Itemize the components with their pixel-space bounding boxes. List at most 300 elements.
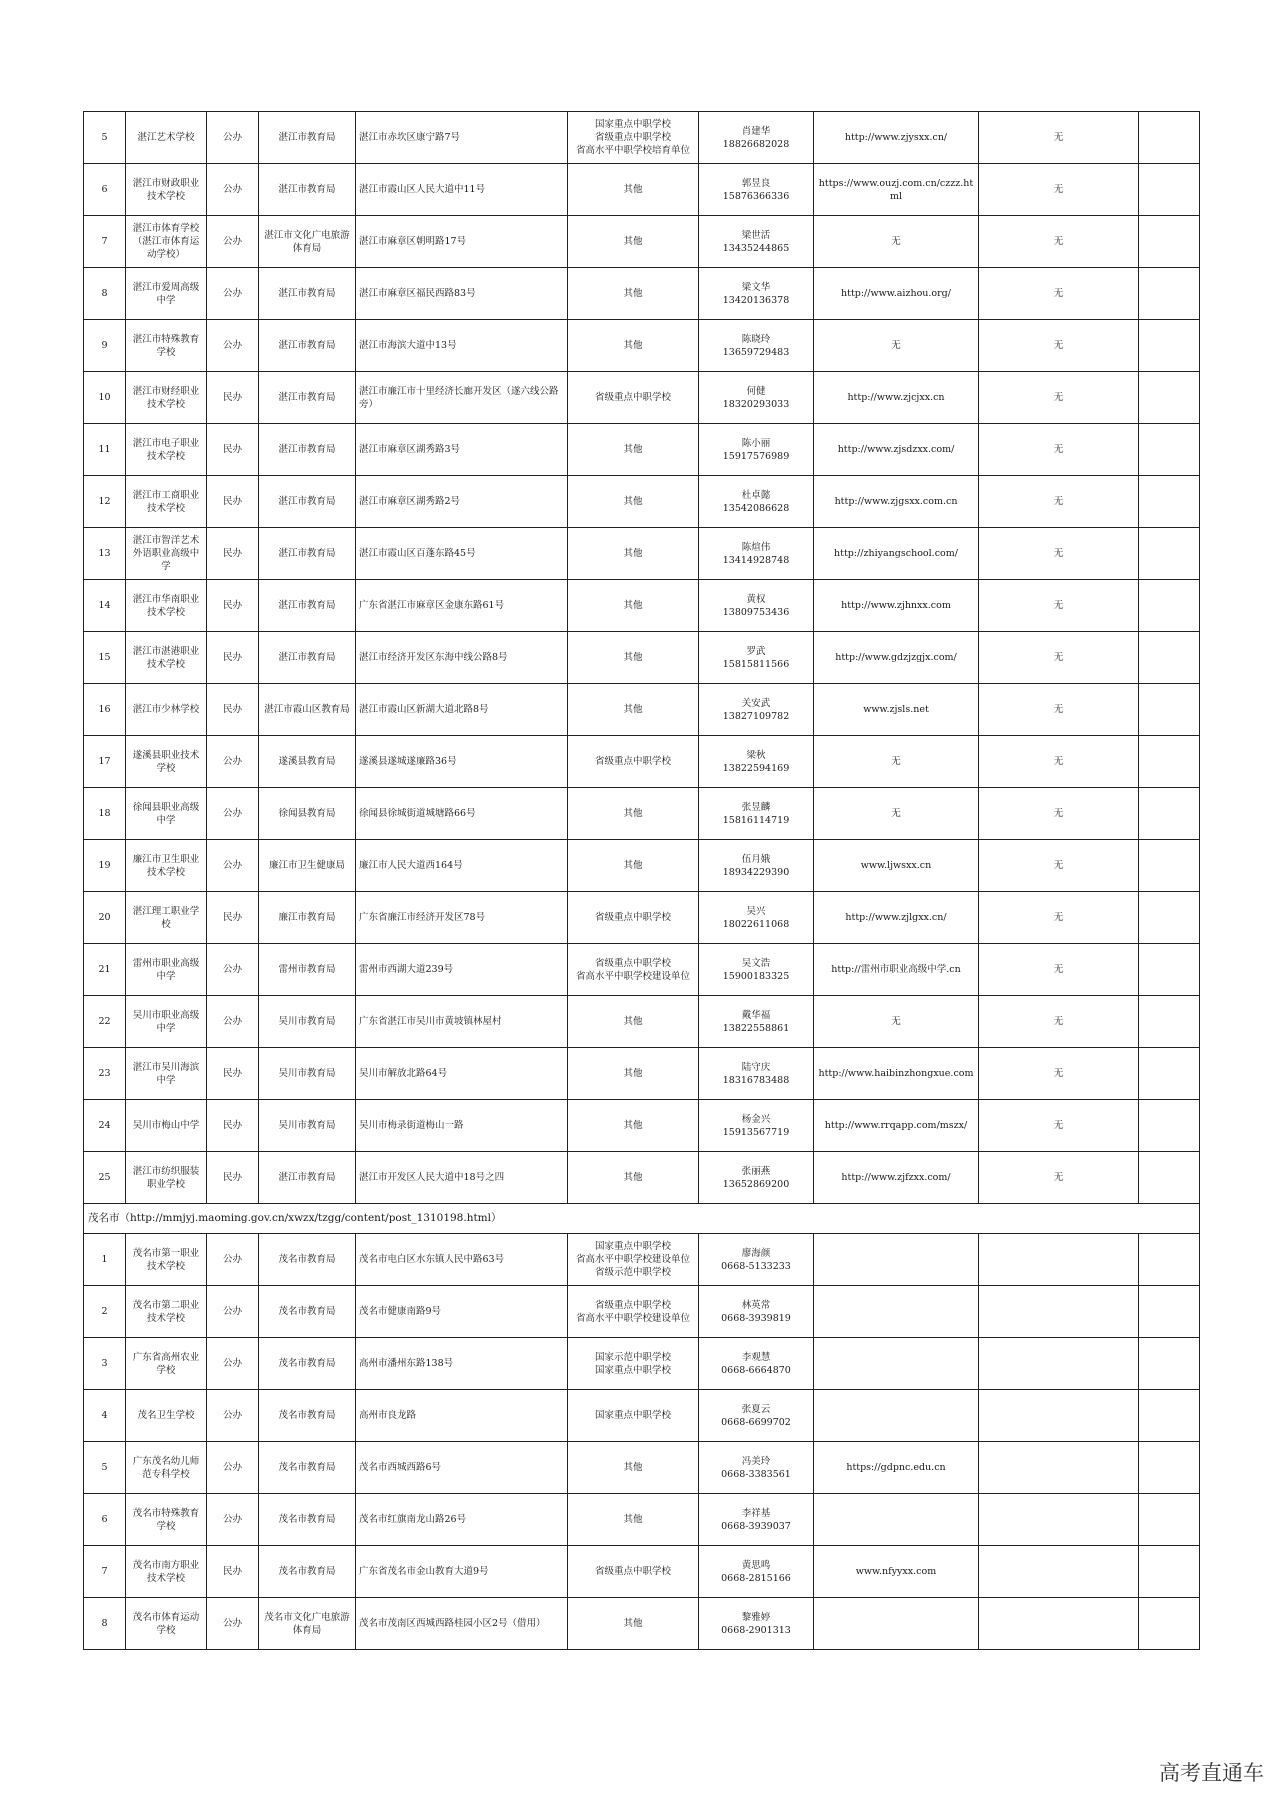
cell-note: [979, 1234, 1139, 1286]
cell-address: 广东省湛江市吴川市黄坡镇林屋村: [356, 996, 568, 1048]
cell-contact: 李祥基 0668-3939037: [699, 1494, 814, 1546]
cell-level: 其他: [568, 1100, 699, 1152]
cell-department: 茂名市教育局: [259, 1546, 356, 1598]
cell-empty: [1139, 1152, 1200, 1204]
cell-school-name: 湛江市华南职业技术学校: [126, 580, 207, 632]
cell-note: 无: [979, 1152, 1139, 1204]
table-row: [84, 1152, 1200, 1204]
cell-website: [814, 1494, 979, 1546]
cell-level: 省级重点中职学校 省高水平中职学校建设单位: [568, 1286, 699, 1338]
cell-website: [814, 1234, 979, 1286]
table-row: [84, 736, 1200, 788]
cell-empty: [1139, 1100, 1200, 1152]
cell-index: 6: [84, 164, 126, 216]
cell-contact: 肖建华 18826682028: [699, 112, 814, 164]
cell-index: 3: [84, 1338, 126, 1390]
cell-website: https://www.ouzj.com.cn/czzz.html: [814, 164, 979, 216]
cell-index: 8: [84, 1598, 126, 1650]
cell-note: 无: [979, 1048, 1139, 1100]
cell-department: 湛江市教育局: [259, 112, 356, 164]
cell-level: 其他: [568, 1048, 699, 1100]
cell-contact: 杨金兴 15913567719: [699, 1100, 814, 1152]
cell-level: 其他: [568, 216, 699, 268]
cell-index: 18: [84, 788, 126, 840]
cell-website: http://www.zjsdzxx.com/: [814, 424, 979, 476]
table-row: [84, 1234, 1200, 1286]
table-row: [84, 788, 1200, 840]
cell-note: [979, 1494, 1139, 1546]
table-row: [84, 528, 1200, 580]
cell-website: www.nfyyxx.com: [814, 1546, 979, 1598]
cell-ownership: 公办: [207, 1234, 259, 1286]
cell-address: 湛江市廉江市十里经济长廊开发区（遂六线公路旁）: [356, 372, 568, 424]
cell-department: 湛江市教育局: [259, 164, 356, 216]
cell-note: 无: [979, 580, 1139, 632]
cell-ownership: 民办: [207, 580, 259, 632]
cell-school-name: 湛江市少林学校: [126, 684, 207, 736]
cell-note: 无: [979, 996, 1139, 1048]
cell-note: [979, 1286, 1139, 1338]
cell-contact: 黄思鸣 0668-2815166: [699, 1546, 814, 1598]
cell-ownership: 公办: [207, 840, 259, 892]
cell-index: 5: [84, 1442, 126, 1494]
cell-index: 10: [84, 372, 126, 424]
cell-school-name: 吴川市职业高级中学: [126, 996, 207, 1048]
cell-note: 无: [979, 1100, 1139, 1152]
cell-index: 16: [84, 684, 126, 736]
cell-department: 吴川市教育局: [259, 996, 356, 1048]
watermark-text: 高考直通车: [1159, 1761, 1264, 1785]
cell-ownership: 公办: [207, 1338, 259, 1390]
cell-department: 廉江市教育局: [259, 892, 356, 944]
cell-address: 湛江市经济开发区东海中线公路8号: [356, 632, 568, 684]
cell-index: 6: [84, 1494, 126, 1546]
cell-level: 其他: [568, 996, 699, 1048]
cell-ownership: 民办: [207, 1100, 259, 1152]
cell-website: [814, 1338, 979, 1390]
cell-level: 国家重点中职学校 省高水平中职学校建设单位 省级示范中职学校: [568, 1234, 699, 1286]
cell-index: 8: [84, 268, 126, 320]
table-row: [84, 684, 1200, 736]
cell-note: 无: [979, 736, 1139, 788]
cell-ownership: 公办: [207, 1494, 259, 1546]
cell-school-name: 茂名卫生学校: [126, 1390, 207, 1442]
cell-address: 湛江市麻章区福民西路83号: [356, 268, 568, 320]
cell-department: 湛江市教育局: [259, 528, 356, 580]
cell-department: 遂溪县教育局: [259, 736, 356, 788]
cell-contact: 梁文华 13420136378: [699, 268, 814, 320]
cell-empty: [1139, 788, 1200, 840]
cell-address: 茂名市茂南区西城西路桂园小区2号（借用）: [356, 1598, 568, 1650]
cell-ownership: 民办: [207, 1152, 259, 1204]
cell-empty: [1139, 944, 1200, 996]
cell-ownership: 民办: [207, 1048, 259, 1100]
cell-school-name: 雷州市职业高级中学: [126, 944, 207, 996]
cell-department: 茂名市教育局: [259, 1494, 356, 1546]
cell-department: 湛江市教育局: [259, 632, 356, 684]
cell-department: 茂名市教育局: [259, 1442, 356, 1494]
cell-index: 11: [84, 424, 126, 476]
cell-contact: 冯美玲 0668-3383561: [699, 1442, 814, 1494]
cell-website: http://www.gdzjzgjx.com/: [814, 632, 979, 684]
cell-ownership: 公办: [207, 1442, 259, 1494]
cell-department: 湛江市教育局: [259, 476, 356, 528]
cell-note: [979, 1546, 1139, 1598]
cell-index: 24: [84, 1100, 126, 1152]
cell-index: 19: [84, 840, 126, 892]
cell-index: 4: [84, 1390, 126, 1442]
cell-address: 茂名市电白区水东镇人民中路63号: [356, 1234, 568, 1286]
cell-level: 省级重点中职学校 省高水平中职学校建设单位: [568, 944, 699, 996]
cell-website: www.ljwsxx.cn: [814, 840, 979, 892]
cell-contact: 梁世活 13435244865: [699, 216, 814, 268]
cell-index: 21: [84, 944, 126, 996]
cell-address: 吴川市解放北路64号: [356, 1048, 568, 1100]
cell-website: http://www.zjhnxx.com: [814, 580, 979, 632]
cell-level: 其他: [568, 528, 699, 580]
table-row: [84, 1546, 1200, 1598]
cell-note: 无: [979, 788, 1139, 840]
cell-empty: [1139, 476, 1200, 528]
cell-contact: 黎雅婷 0668-2901313: [699, 1598, 814, 1650]
table-row: [84, 424, 1200, 476]
cell-empty: [1139, 1390, 1200, 1442]
cell-address: 广东省湛江市麻章区金康东路61号: [356, 580, 568, 632]
cell-school-name: 湛江市湛港职业技术学校: [126, 632, 207, 684]
cell-school-name: 湛江市特殊教育学校: [126, 320, 207, 372]
cell-ownership: 民办: [207, 684, 259, 736]
cell-department: 茂名市教育局: [259, 1390, 356, 1442]
cell-empty: [1139, 112, 1200, 164]
table-row: [84, 632, 1200, 684]
cell-contact: 张昱麟 15816114719: [699, 788, 814, 840]
cell-website: http://www.rrqapp.com/mszx/: [814, 1100, 979, 1152]
cell-note: [979, 1442, 1139, 1494]
table-row: [84, 892, 1200, 944]
cell-ownership: 公办: [207, 736, 259, 788]
cell-note: [979, 1390, 1139, 1442]
cell-address: 湛江市赤坎区康宁路7号: [356, 112, 568, 164]
cell-school-name: 湛江市吴川海滨中学: [126, 1048, 207, 1100]
cell-school-name: 徐闻县职业高级中学: [126, 788, 207, 840]
cell-school-name: 湛江市智洋艺术外语职业高级中学: [126, 528, 207, 580]
cell-level: 其他: [568, 632, 699, 684]
cell-website: 无: [814, 320, 979, 372]
cell-address: 遂溪县遂城遂廉路36号: [356, 736, 568, 788]
cell-school-name: 遂溪县职业技术学校: [126, 736, 207, 788]
section-header-row: [84, 1204, 1200, 1234]
cell-address: 湛江市海滨大道中13号: [356, 320, 568, 372]
cell-level: 其他: [568, 476, 699, 528]
cell-school-name: 廉江市卫生职业技术学校: [126, 840, 207, 892]
cell-department: 湛江市霞山区教育局: [259, 684, 356, 736]
cell-address: 广东省茂名市金山教育大道9号: [356, 1546, 568, 1598]
cell-level: 省级重点中职学校: [568, 892, 699, 944]
cell-address: 广东省廉江市经济开发区78号: [356, 892, 568, 944]
table-row: [84, 164, 1200, 216]
cell-website: https://gdpnc.edu.cn: [814, 1442, 979, 1494]
cell-level: 其他: [568, 1494, 699, 1546]
cell-ownership: 公办: [207, 1598, 259, 1650]
cell-empty: [1139, 1546, 1200, 1598]
cell-school-name: 湛江市财政职业技术学校: [126, 164, 207, 216]
cell-note: 无: [979, 372, 1139, 424]
table-row: [84, 1598, 1200, 1650]
cell-empty: [1139, 1234, 1200, 1286]
cell-index: 17: [84, 736, 126, 788]
cell-contact: 陈小丽 15917576989: [699, 424, 814, 476]
cell-note: 无: [979, 268, 1139, 320]
cell-index: 1: [84, 1234, 126, 1286]
cell-contact: 罗武 15815811566: [699, 632, 814, 684]
cell-index: 7: [84, 216, 126, 268]
cell-level: 国家示范中职学校 国家重点中职学校: [568, 1338, 699, 1390]
cell-department: 吴川市教育局: [259, 1100, 356, 1152]
cell-website: http://www.haibinzhongxue.com: [814, 1048, 979, 1100]
cell-ownership: 公办: [207, 268, 259, 320]
cell-empty: [1139, 1598, 1200, 1650]
cell-empty: [1139, 164, 1200, 216]
table-row: [84, 268, 1200, 320]
cell-address: 高州市潘州东路138号: [356, 1338, 568, 1390]
cell-website: http://zhiyangschool.com/: [814, 528, 979, 580]
cell-school-name: 湛江市爱周高级中学: [126, 268, 207, 320]
cell-school-name: 湛江理工职业学校: [126, 892, 207, 944]
cell-website: http://www.zjcjxx.cn: [814, 372, 979, 424]
cell-index: 9: [84, 320, 126, 372]
cell-address: 湛江市麻章区湖秀路2号: [356, 476, 568, 528]
cell-ownership: 民办: [207, 424, 259, 476]
cell-ownership: 公办: [207, 996, 259, 1048]
cell-website: 无: [814, 736, 979, 788]
cell-empty: [1139, 320, 1200, 372]
cell-index: 5: [84, 112, 126, 164]
cell-level: 国家重点中职学校: [568, 1390, 699, 1442]
cell-empty: [1139, 216, 1200, 268]
cell-level: 省级重点中职学校: [568, 736, 699, 788]
cell-index: 12: [84, 476, 126, 528]
cell-department: 湛江市教育局: [259, 268, 356, 320]
cell-empty: [1139, 1048, 1200, 1100]
cell-note: 无: [979, 164, 1139, 216]
cell-empty: [1139, 996, 1200, 1048]
table-row: [84, 1048, 1200, 1100]
table-row: [84, 1494, 1200, 1546]
cell-school-name: 茂名市第二职业技术学校: [126, 1286, 207, 1338]
cell-department: 雷州市教育局: [259, 944, 356, 996]
cell-empty: [1139, 580, 1200, 632]
cell-ownership: 民办: [207, 528, 259, 580]
cell-note: 无: [979, 944, 1139, 996]
cell-address: 雷州市西湖大道239号: [356, 944, 568, 996]
cell-index: 7: [84, 1546, 126, 1598]
table-row: [84, 320, 1200, 372]
cell-ownership: 民办: [207, 1546, 259, 1598]
cell-address: 茂名市西城西路6号: [356, 1442, 568, 1494]
cell-contact: 陈晓玲 13659729483: [699, 320, 814, 372]
cell-department: 湛江市教育局: [259, 580, 356, 632]
cell-level: 其他: [568, 1152, 699, 1204]
cell-address: 湛江市霞山区百蓬东路45号: [356, 528, 568, 580]
cell-address: 高州市良龙路: [356, 1390, 568, 1442]
table-row: [84, 372, 1200, 424]
cell-website: 无: [814, 216, 979, 268]
cell-note: 无: [979, 840, 1139, 892]
cell-department: 吴川市教育局: [259, 1048, 356, 1100]
cell-empty: [1139, 840, 1200, 892]
cell-school-name: 茂名市南方职业技术学校: [126, 1546, 207, 1598]
cell-note: 无: [979, 216, 1139, 268]
cell-note: [979, 1338, 1139, 1390]
cell-note: 无: [979, 320, 1139, 372]
cell-website: http://www.zjfzxx.com/: [814, 1152, 979, 1204]
cell-website: [814, 1390, 979, 1442]
cell-ownership: 公办: [207, 216, 259, 268]
cell-contact: 林英常 0668-3939819: [699, 1286, 814, 1338]
table-row: [84, 216, 1200, 268]
table-row: [84, 944, 1200, 996]
cell-department: 湛江市教育局: [259, 424, 356, 476]
cell-address: 徐闻县徐城街道城塘路66号: [356, 788, 568, 840]
table-row: [84, 996, 1200, 1048]
cell-ownership: 公办: [207, 788, 259, 840]
table-row: [84, 1338, 1200, 1390]
cell-ownership: 民办: [207, 892, 259, 944]
cell-level: 其他: [568, 1598, 699, 1650]
table-row: [84, 1442, 1200, 1494]
cell-contact: 张夏云 0668-6699702: [699, 1390, 814, 1442]
cell-website: www.zjsls.net: [814, 684, 979, 736]
cell-website: http://www.zjlgxx.cn/: [814, 892, 979, 944]
cell-empty: [1139, 268, 1200, 320]
cell-ownership: 公办: [207, 1390, 259, 1442]
cell-department: 湛江市教育局: [259, 1152, 356, 1204]
cell-empty: [1139, 372, 1200, 424]
cell-department: 湛江市教育局: [259, 372, 356, 424]
cell-website: [814, 1286, 979, 1338]
cell-empty: [1139, 528, 1200, 580]
cell-note: 无: [979, 528, 1139, 580]
cell-department: 茂名市文化广电旅游体育局: [259, 1598, 356, 1650]
cell-website: http://雷州市职业高级中学.cn: [814, 944, 979, 996]
cell-level: 其他: [568, 1442, 699, 1494]
cell-school-name: 吴川市梅山中学: [126, 1100, 207, 1152]
cell-index: 25: [84, 1152, 126, 1204]
cell-index: 2: [84, 1286, 126, 1338]
cell-school-name: 茂名市体育运动学校: [126, 1598, 207, 1650]
cell-level: 其他: [568, 424, 699, 476]
cell-address: 吴川市梅录街道梅山一路: [356, 1100, 568, 1152]
cell-ownership: 公办: [207, 112, 259, 164]
cell-school-name: 湛江市体育学校（湛江市体育运动学校）: [126, 216, 207, 268]
table-row: [84, 1286, 1200, 1338]
cell-contact: 张丽燕 13652869200: [699, 1152, 814, 1204]
cell-address: 廉江市人民大道西164号: [356, 840, 568, 892]
cell-school-name: 广东省高州农业学校: [126, 1338, 207, 1390]
cell-department: 湛江市文化广电旅游体育局: [259, 216, 356, 268]
cell-department: 廉江市卫生健康局: [259, 840, 356, 892]
cell-ownership: 公办: [207, 164, 259, 216]
cell-address: 湛江市开发区人民大道中18号之四: [356, 1152, 568, 1204]
cell-index: 23: [84, 1048, 126, 1100]
cell-address: 湛江市霞山区人民大道中11号: [356, 164, 568, 216]
cell-index: 22: [84, 996, 126, 1048]
cell-contact: 伍月娥 18934229390: [699, 840, 814, 892]
cell-index: 15: [84, 632, 126, 684]
cell-index: 14: [84, 580, 126, 632]
cell-contact: 陆守庆 18316783488: [699, 1048, 814, 1100]
cell-level: 其他: [568, 268, 699, 320]
section-title: 茂名市（http://mmjyj.maoming.gov.cn/xwzx/tzgg/content/post_1310198.html）: [84, 1204, 1200, 1234]
cell-contact: 黄权 13809753436: [699, 580, 814, 632]
cell-website: 无: [814, 996, 979, 1048]
cell-address: 茂名市红旗南龙山路26号: [356, 1494, 568, 1546]
cell-website: http://www.aizhou.org/: [814, 268, 979, 320]
cell-note: 无: [979, 632, 1139, 684]
cell-department: 茂名市教育局: [259, 1234, 356, 1286]
table-row: [84, 476, 1200, 528]
cell-department: 茂名市教育局: [259, 1286, 356, 1338]
cell-website: http://www.zjysxx.cn/: [814, 112, 979, 164]
table-body: [84, 112, 1200, 1650]
cell-level: 其他: [568, 684, 699, 736]
cell-contact: 吴兴 18022611068: [699, 892, 814, 944]
cell-ownership: 公办: [207, 944, 259, 996]
cell-department: 茂名市教育局: [259, 1338, 356, 1390]
cell-school-name: 广东茂名幼儿师范专科学校: [126, 1442, 207, 1494]
cell-website: [814, 1598, 979, 1650]
cell-empty: [1139, 1338, 1200, 1390]
cell-empty: [1139, 736, 1200, 788]
cell-contact: 吴文浩 15900183325: [699, 944, 814, 996]
cell-school-name: 茂名市特殊教育学校: [126, 1494, 207, 1546]
cell-contact: 梁秋 13822594169: [699, 736, 814, 788]
cell-school-name: 湛江市工商职业技术学校: [126, 476, 207, 528]
cell-note: 无: [979, 424, 1139, 476]
cell-school-name: 茂名市第一职业技术学校: [126, 1234, 207, 1286]
cell-level: 省级重点中职学校: [568, 1546, 699, 1598]
cell-note: [979, 1598, 1139, 1650]
cell-level: 其他: [568, 788, 699, 840]
cell-contact: 李观慧 0668-6664870: [699, 1338, 814, 1390]
cell-empty: [1139, 1442, 1200, 1494]
table-row: [84, 1100, 1200, 1152]
cell-contact: 杜卓懿 13542086628: [699, 476, 814, 528]
table-row: [84, 1390, 1200, 1442]
cell-department: 徐闻县教育局: [259, 788, 356, 840]
cell-address: 湛江市霞山区新湖大道北路8号: [356, 684, 568, 736]
cell-website: http://www.zjgsxx.com.cn: [814, 476, 979, 528]
table-row: [84, 580, 1200, 632]
cell-ownership: 民办: [207, 372, 259, 424]
cell-level: 省级重点中职学校: [568, 372, 699, 424]
cell-empty: [1139, 632, 1200, 684]
cell-school-name: 湛江市纺织服装职业学校: [126, 1152, 207, 1204]
cell-address: 湛江市麻章区湖秀路3号: [356, 424, 568, 476]
cell-empty: [1139, 1286, 1200, 1338]
cell-contact: 陈煊伟 13414928748: [699, 528, 814, 580]
cell-ownership: 公办: [207, 320, 259, 372]
cell-level: 国家重点中职学校 省级重点中职学校 省高水平中职学校培育单位: [568, 112, 699, 164]
cell-school-name: 湛江艺术学校: [126, 112, 207, 164]
cell-note: 无: [979, 112, 1139, 164]
cell-level: 其他: [568, 840, 699, 892]
cell-department: 湛江市教育局: [259, 320, 356, 372]
cell-empty: [1139, 684, 1200, 736]
cell-school-name: 湛江市财经职业技术学校: [126, 372, 207, 424]
cell-empty: [1139, 892, 1200, 944]
cell-note: 无: [979, 476, 1139, 528]
